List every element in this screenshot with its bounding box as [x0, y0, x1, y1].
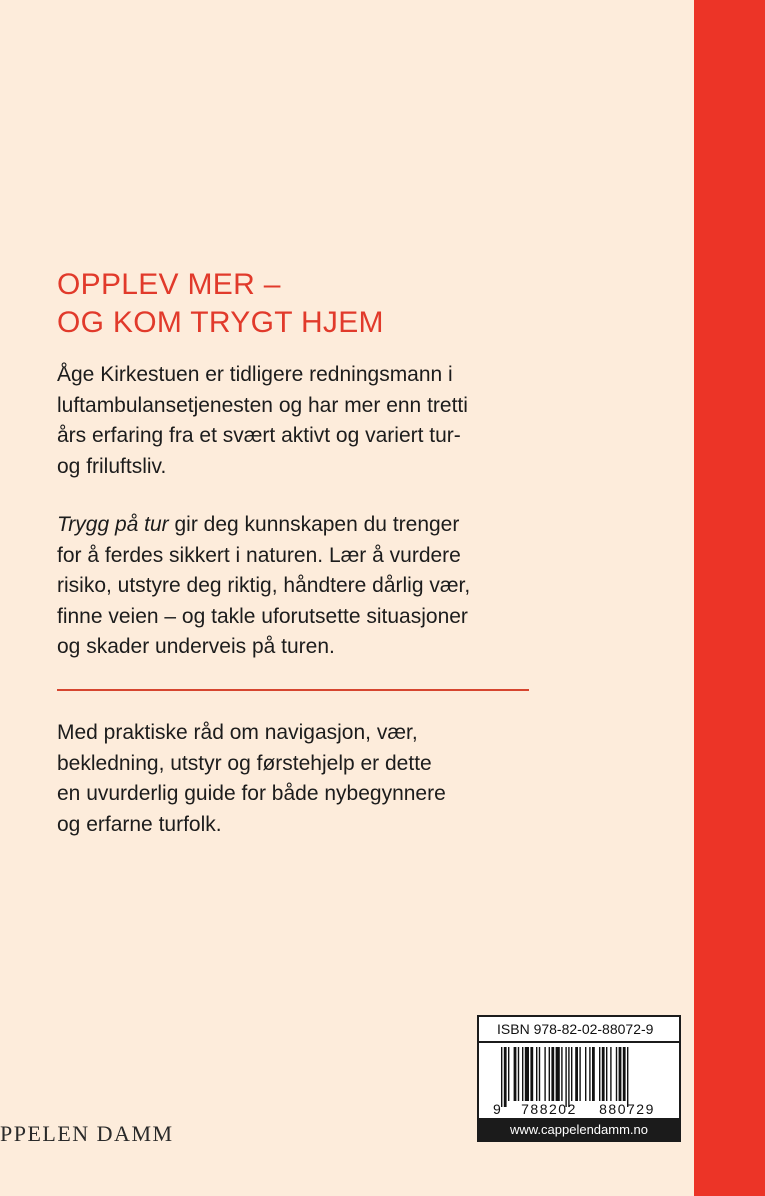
book-title-italic: Trygg på tur [57, 513, 169, 536]
text-line: og erfarne turfolk. [57, 812, 222, 836]
barcode-bar [539, 1047, 540, 1101]
barcode-bar [571, 1047, 572, 1101]
barcode-bar [602, 1047, 605, 1101]
barcode-bar [518, 1047, 519, 1101]
book-description-paragraph [57, 510, 527, 663]
text-line: en uvurderlig guide for både nybegynnere [57, 782, 446, 806]
barcode-bar [592, 1047, 595, 1101]
barcode-graphic [479, 1043, 679, 1118]
text-line: bekledning, utstyr og førstehjelp er dette [57, 751, 432, 775]
barcode-bar [606, 1047, 607, 1101]
text-line: Med praktiske råd om navigasjon, vær, [57, 721, 418, 744]
barcode-bar [544, 1047, 545, 1101]
barcode-panel [477, 1015, 681, 1142]
barcode-bar [504, 1047, 507, 1107]
barcode-bar [619, 1047, 622, 1101]
barcode-bar [525, 1047, 529, 1101]
text-line: finne veien – og takle uforutsette situasjoner [57, 604, 468, 628]
text-line: og friluftsliv. [57, 454, 167, 478]
author-paragraph [57, 360, 527, 482]
publisher-logo: PPELEN DAMM [0, 1121, 174, 1146]
barcode-bar [585, 1047, 586, 1101]
barcode-bar [623, 1047, 626, 1101]
barcode-bar [579, 1047, 580, 1101]
text-line [57, 510, 527, 541]
barcode-bar [610, 1047, 611, 1101]
barcode-bar [599, 1047, 600, 1101]
text-line: luftambulansetjenesten og har mer enn tretti [57, 393, 468, 417]
barcode-bar [501, 1047, 502, 1107]
barcode-bar [568, 1047, 569, 1107]
barcode-bar [514, 1047, 517, 1101]
publisher-url: www.cappelendamm.no [509, 1122, 649, 1137]
barcode-bar [522, 1047, 523, 1101]
barcode-bar [561, 1047, 562, 1101]
summary-paragraph [57, 718, 527, 840]
barcode-digits-right: 880729 [599, 1101, 655, 1117]
text-line: Åge Kirkestuen er tidligere redningsmann i [57, 363, 453, 386]
barcode-bar [589, 1047, 590, 1101]
heading-line-2: OG KOM TRYGT HJEM [57, 306, 384, 339]
barcode [479, 1043, 679, 1118]
section-divider [57, 689, 529, 691]
text-line: års erfaring fra et svært aktivt og variert tur- [57, 424, 461, 448]
barcode-bar [549, 1047, 550, 1101]
barcode-bar [536, 1047, 537, 1101]
barcode-digits-left: 788202 [521, 1101, 577, 1117]
barcode-digit-first: 9 [493, 1101, 501, 1117]
barcode-bar [556, 1047, 560, 1101]
barcode-bar [530, 1047, 533, 1101]
barcode-bar [551, 1047, 554, 1101]
text-line: og skader underveis på turen. [57, 635, 335, 659]
barcode-bar [565, 1047, 566, 1107]
barcode-bar [616, 1047, 617, 1101]
text-fragment: gir deg kunnskapen du trenger [168, 513, 460, 536]
text-line: risiko, utstyre deg riktig, håndtere dårlig vær, [57, 574, 471, 598]
text-line: for å ferdes sikkert i naturen. Lær å vurdere [57, 543, 461, 567]
heading-line-1: OPPLEV MER – [57, 268, 281, 301]
barcode-bar [508, 1047, 509, 1101]
barcode-bar [627, 1047, 628, 1107]
spine-stripe [694, 0, 765, 1196]
back-cover-heading [57, 266, 617, 342]
barcode-bar [575, 1047, 578, 1101]
isbn-label: ISBN 978-82-02-88072-9 [479, 1017, 679, 1041]
